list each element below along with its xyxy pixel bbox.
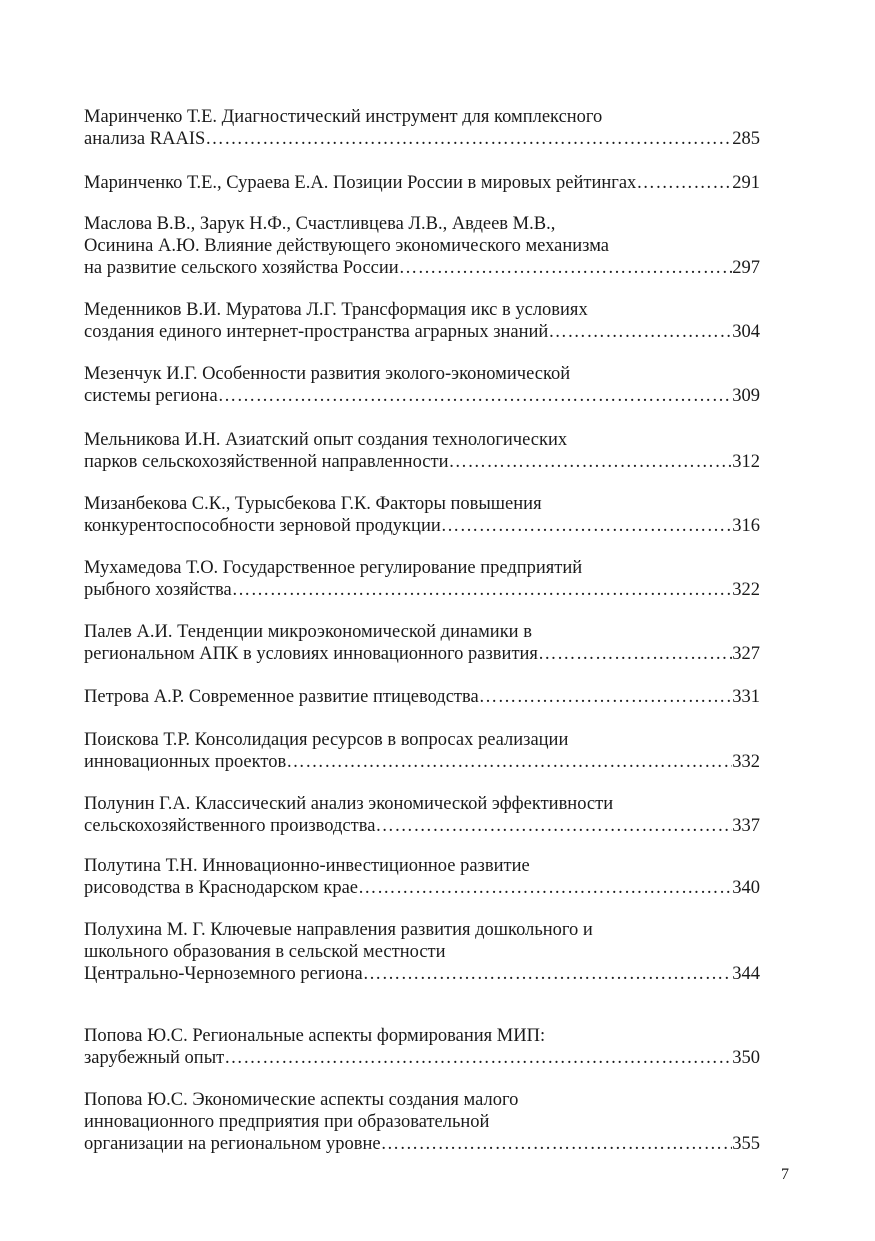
toc-entry-last-line [84, 751, 760, 773]
toc-entry-last-line [84, 385, 760, 407]
toc-entry-title-end: организации на региональном уровне [84, 1134, 381, 1154]
toc-page-number[interactable]: 309 [732, 386, 760, 406]
toc-entry[interactable] [84, 1025, 760, 1069]
toc-page-number[interactable]: 304 [732, 322, 760, 342]
toc-page-number[interactable]: 332 [732, 752, 760, 772]
toc-page-number[interactable]: 344 [732, 964, 760, 984]
toc-entry[interactable] [84, 686, 760, 708]
toc-entry-line: Мезенчук И.Г. Особенности развития эколого-экономической [84, 364, 571, 384]
toc-entry-title-end: инновационных проектов [84, 752, 287, 772]
toc-entry-line: Поискова Т.Р. Консолидация ресурсов в вопросах реализации [84, 730, 569, 750]
toc-entry-last-line [84, 579, 760, 601]
toc-entry-title-end: Петрова А.Р. Современное развитие птицеводства [84, 687, 479, 707]
toc-entry[interactable] [84, 1089, 760, 1155]
dot-leader [232, 579, 732, 601]
toc-entry-line: Полутина Т.Н. Инновационно-инвестиционное развитие [84, 856, 530, 876]
toc-page-number[interactable]: 285 [732, 129, 760, 149]
page-number: 7 [781, 1166, 789, 1183]
toc-page-number[interactable]: 331 [732, 687, 760, 707]
toc-entry-last-line [84, 686, 760, 708]
toc-entry[interactable] [84, 793, 760, 837]
dot-leader [448, 451, 732, 473]
toc-entry-last-line [84, 815, 760, 837]
toc-page-number[interactable]: 355 [732, 1134, 760, 1154]
dot-leader [636, 172, 732, 194]
dot-leader [286, 751, 732, 773]
dot-leader [479, 686, 733, 708]
toc-entry[interactable] [84, 363, 760, 407]
dot-leader [375, 815, 732, 837]
toc-page-number[interactable]: 291 [732, 173, 760, 193]
toc-entry-last-line [84, 451, 760, 473]
toc-entry-last-line [84, 1133, 760, 1155]
toc-page-number[interactable]: 297 [732, 258, 760, 278]
toc-entry-line: Палев А.И. Тенденции микроэкономической динамики в [84, 622, 532, 642]
toc-entry-line: Осинина А.Ю. Влияние действующего экономического механизма [84, 236, 609, 256]
toc-entry[interactable] [84, 919, 760, 985]
dot-leader [548, 321, 732, 343]
toc-entry-last-line [84, 321, 760, 343]
dot-leader [381, 1133, 733, 1155]
toc-entry-last-line [84, 257, 760, 279]
toc-entry-last-line [84, 128, 760, 150]
toc-entry[interactable] [84, 493, 760, 537]
toc-entry-line: Мухамедова Т.О. Государственное регулирование предприятий [84, 558, 583, 578]
dot-leader [538, 643, 732, 665]
toc-page-number[interactable]: 340 [732, 878, 760, 898]
toc-entry-line: Мельникова И.Н. Азиатский опыт создания технологических [84, 430, 568, 450]
dot-leader [205, 128, 732, 150]
toc-page-number[interactable]: 337 [732, 816, 760, 836]
toc-entry-title-end: рисоводства в Краснодарском крае [84, 878, 358, 898]
toc-entry-last-line [84, 515, 760, 537]
toc-entry-line: инновационного предприятия при образовательной [84, 1112, 490, 1132]
toc-entry[interactable] [84, 621, 760, 665]
toc-entry-title-end: системы региона [84, 386, 218, 406]
toc-entry-title-end: анализа RAAIS [84, 129, 206, 149]
toc-entry-line: Маслова В.В., Зарук Н.Ф., Счастливцева Л.В., Авдеев М.В., [84, 214, 556, 234]
toc-entry-line: Попова Ю.С. Региональные аспекты формирования МИП: [84, 1026, 546, 1046]
toc-entry[interactable] [84, 299, 760, 343]
toc-entry-title-end: сельскохозяйственного производства [84, 816, 376, 836]
toc-entry[interactable] [84, 172, 760, 194]
toc-page-number[interactable]: 322 [732, 580, 760, 600]
toc-entry-title-end: рыбного хозяйства [84, 580, 232, 600]
toc-entry-title-end: создания единого интернет-пространства аграрных знаний [84, 322, 549, 342]
toc-entry-title-end: зарубежный опыт [84, 1048, 225, 1068]
toc-entry[interactable] [84, 429, 760, 473]
toc-entry-line: Меденников В.И. Муратова Л.Г. Трансформация икс в условиях [84, 300, 588, 320]
dot-leader [363, 963, 733, 985]
toc-entry[interactable] [84, 557, 760, 601]
toc-entry-last-line [84, 172, 760, 194]
toc-entry[interactable] [84, 855, 760, 899]
toc-entry-line: школьного образования в сельской местности [84, 942, 446, 962]
toc-entry-title-end: Маринченко Т.Е., Сураева Е.А. Позиции России в мировых рейтингах [84, 173, 637, 193]
toc-entry-title-end: региональном АПК в условиях инновационного развития [84, 644, 538, 664]
toc-page-number[interactable]: 350 [732, 1048, 760, 1068]
toc-entry-line: Мизанбекова С.К., Турысбекова Г.К. Факторы повышения [84, 494, 542, 514]
dot-leader [358, 877, 732, 899]
toc-entry[interactable] [84, 729, 760, 773]
dot-leader [218, 385, 733, 407]
toc-entry-last-line [84, 877, 760, 899]
toc-page-number[interactable]: 312 [732, 452, 760, 472]
toc-page-number[interactable]: 316 [732, 516, 760, 536]
toc-entry-last-line [84, 643, 760, 665]
toc-entry[interactable] [84, 213, 760, 279]
toc-entry-title-end: парков сельскохозяйственной направленности [84, 452, 449, 472]
toc-entry-line: Маринченко Т.Е. Диагностический инструмент для комплексного [84, 107, 603, 127]
toc-page-number[interactable]: 327 [732, 644, 760, 664]
toc-entry-line: Полухина М. Г. Ключевые направления развития дошкольного и [84, 920, 593, 940]
dot-leader [399, 257, 733, 279]
toc-entry-line: Полунин Г.А. Классический анализ экономической эффективности [84, 794, 614, 814]
toc-entry-last-line [84, 963, 760, 985]
toc-entry-line: Попова Ю.С. Экономические аспекты создания малого [84, 1090, 519, 1110]
toc-entry-last-line [84, 1047, 760, 1069]
dot-leader [224, 1047, 732, 1069]
toc-entry-title-end: конкурентоспособности зерновой продукции [84, 516, 441, 536]
toc-entry-title-end: на развитие сельского хозяйства России [84, 258, 399, 278]
dot-leader [441, 515, 733, 537]
toc-entry[interactable] [84, 106, 760, 150]
toc-entry-title-end: Центрально-Черноземного региона [84, 964, 363, 984]
